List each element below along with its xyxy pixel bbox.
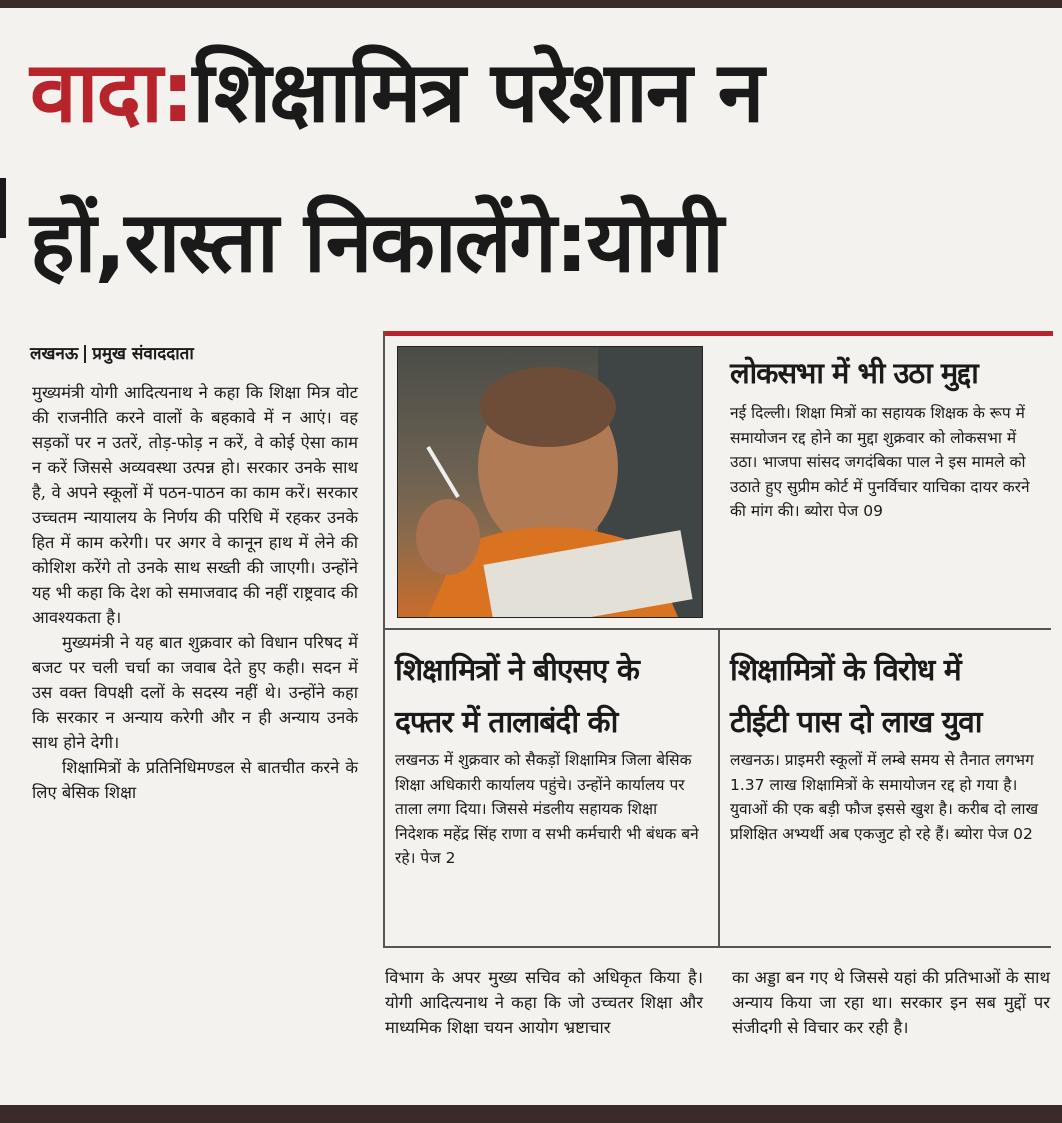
main-paragraph-3: शिक्षामित्रों के प्रतिनिधिमण्डल से बातचीत करने के लिए बेसिक शिक्षा (32, 758, 358, 802)
tet-body: लखनऊ। प्राइमरी स्कूलों में लम्बे समय से तैनात लगभग 1.37 लाख शिक्षामित्रों के समायोजन रद्द हो गया है। युवाओं की एक बड़ी फौज इससे खुश है। करीब दो लाख प्रशिक्षित अभ्यर्थी अब एकजुट हो रहे हैं। ब्योरा पेज 02 (730, 751, 1039, 843)
box-mid-divider (718, 628, 720, 948)
tet-title-line-2: टीईटी पास दो लाख युवा (730, 705, 982, 740)
headline-line-1 (30, 43, 1040, 141)
loksabha-title: लोकसभा में भी उठा मुद्दा (730, 356, 978, 390)
bsa-body: लखनऊ में शुक्रवार को सैकड़ों शिक्षामित्र जिला बेसिक शिक्षा अधिकारी कार्यालय पहुंचे। उन्होंने कार्यालय पर ताला लगा दिया। जिससे मंडलीय सहायक शिक्षा निदेशक महेंद्र सिंह राणा व सभी कर्मचारी भी बंधक बने रहे। पेज 2 (395, 751, 699, 867)
headline-line-1-text: शिक्षामित्र परेशान न (192, 43, 763, 141)
newspaper-clipping (0, 8, 1062, 1105)
continuation-column-2: विभाग के अपर मुख्य सचिव को अधिकृत किया है। योगी आदित्यनाथ ने कहा कि जो उच्चतर शिक्षा और माध्यमिक शिक्षा चयन आयोग भ्रष्टाचार (385, 968, 703, 1037)
portrait-photo (397, 346, 703, 618)
byline-place: लखनऊ (30, 344, 79, 364)
loksabha-body: नई दिल्ली। शिक्षा मित्रों का सहायक शिक्षक के रूप में समायोजन रद्द होने का मुद्दा शुक्रवार को लोकसभा में उठा। भाजपा सांसद जगदंबिका पाल ने इस मामले को उठाते हुए सुप्रीम कोर्ट में पुनर्विचार याचिका दायर करने की मांग की। ब्योरा पेज 09 (730, 404, 1030, 520)
byline (30, 341, 194, 364)
bsa-title-line-2: दफ्तर में तालाबंदी की (395, 705, 618, 740)
box-bottom-border (383, 946, 1051, 948)
main-column (32, 380, 358, 805)
tet-title-line-1: शिक्षामित्रों के विरोध में (730, 653, 961, 688)
box-left-border (383, 331, 385, 948)
byline-separator (84, 345, 86, 363)
headline-line-2: हों,रास्ता निकालेंगे:योगी (30, 193, 722, 291)
main-paragraph-1: मुख्यमंत्री योगी आदित्यनाथ ने कहा कि शिक्षा मित्र वोट की राजनीति करने वालों के बहकावे में न आएं। वह सड़कों पर न उतरें, तोड़-फोड़ न करें, वे कोई ऐसा काम न करें जिससे अव्यवस्था उत्पन्न हो। सरकार उनके साथ है, वे अपने स्कूलों में पठन-पाठन का काम करें। सरकार उच्चतम न्यायालय के निर्णय की परिधि में रहकर उनके हित में काम करेगी। पर अगर वे कानून हाथ में लेने की कोशिश करेंगे तो उनके साथ सख्ती की जाएगी। उन्होंने यह भी कहा कि देश को समाजवाद की नहीं राष्ट्रवाद की आवश्यकता है। (32, 383, 358, 627)
box-row-divider (383, 628, 1051, 630)
continuation-column-3: का अड्डा बन गए थे जिससे यहां की प्रतिभाओं के साथ अन्याय किया जा रहा था। सरकार इन सब मुद्दों पर संजीदगी से विचार कर रही है। (732, 968, 1050, 1037)
main-paragraph-2: मुख्यमंत्री ने यह बात शुक्रवार को विधान परिषद में बजट पर चली चर्चा का जवाब देते हुए कही। सदन में उस वक्त विपक्षी दलों के सदस्य नहीं थे। उन्होंने कहा कि सरकार न अन्याय करेगी और न ही अन्याय उनके साथ होने देगी। (32, 633, 358, 752)
headline-prefix: वादा: (30, 43, 193, 141)
accent-rule (383, 331, 1053, 336)
column-edge-mark (0, 178, 6, 238)
bsa-title-line-1: शिक्षामित्रों ने बीएसए के (395, 653, 639, 688)
byline-reporter: प्रमुख संवाददाता (92, 344, 194, 364)
portrait-illustration (398, 347, 702, 617)
